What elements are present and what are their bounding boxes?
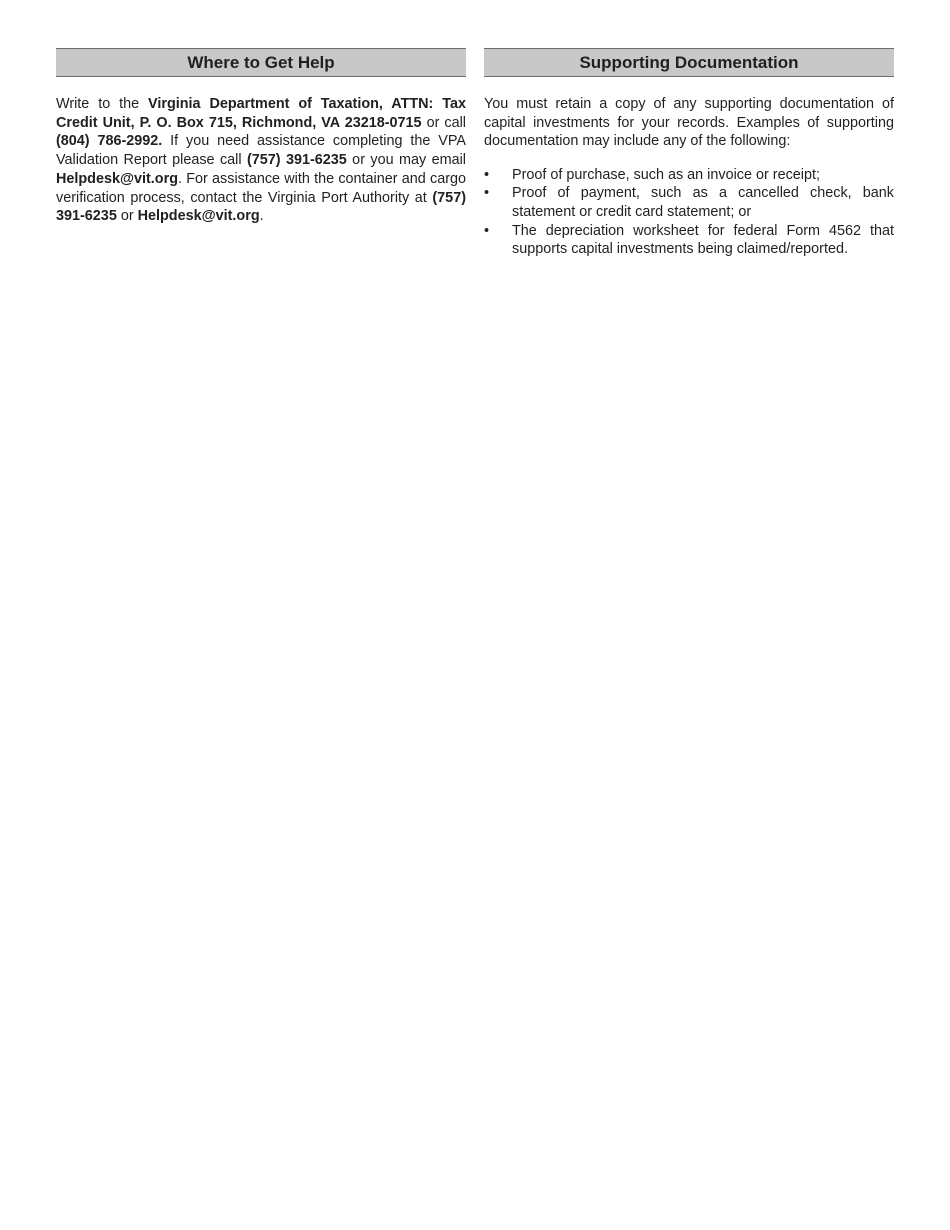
docs-intro: You must retain a copy of any supporting documentation of capital investments for your records. Examples of supporting documentation may include any of the following:: [484, 96, 894, 150]
where-to-get-help-section: [56, 48, 466, 240]
list-item-text: Proof of purchase, such as an invoice or receipt;: [512, 166, 820, 183]
help-paragraph: [56, 95, 466, 226]
help-text-4: or you may email: [346, 152, 466, 169]
help-text-6: or: [116, 208, 138, 225]
bullet-icon: •: [484, 166, 490, 183]
help-text-2: or call: [421, 114, 466, 131]
list-item: [484, 166, 894, 185]
list-item: [484, 184, 894, 221]
port-authority-email: Helpdesk@vit.org: [137, 208, 260, 225]
helpdesk-email: Helpdesk@vit.org: [56, 170, 178, 187]
tax-dept-phone: (804) 786-2992.: [56, 133, 163, 150]
docs-list: [484, 166, 894, 260]
tax-dept-address: Virginia Department of Taxation, ATTN: Tax Credit Unit, P. O. Box 715, Richmond, VA 23218-0715: [56, 96, 466, 131]
bullet-icon: •: [484, 185, 490, 202]
help-text-1: Write to the: [56, 96, 149, 112]
port-authority-phone: (757) 391-6235: [56, 189, 466, 225]
section-title-docs: Supporting Documentation: [484, 48, 894, 77]
supporting-documentation-section: [484, 48, 894, 259]
help-text-3: If you need assistance completing the VPA Validation Report please call: [56, 133, 466, 169]
list-item-text: The depreciation worksheet for federal Form 4562 that supports capital investments being claimed/reported.: [512, 222, 894, 258]
list-item-text: Proof of payment, such as a cancelled check, bank statement or credit card statement; or: [512, 185, 894, 220]
list-item: [484, 222, 894, 259]
vpa-phone: (757) 391-6235: [246, 152, 347, 169]
help-text-7: .: [259, 208, 264, 225]
section-title-help: Where to Get Help: [56, 48, 466, 77]
help-text-5: . For assistance with the container and cargo verification process, contact the Virginia Port Authority at: [56, 170, 466, 206]
bullet-icon: •: [484, 222, 490, 239]
